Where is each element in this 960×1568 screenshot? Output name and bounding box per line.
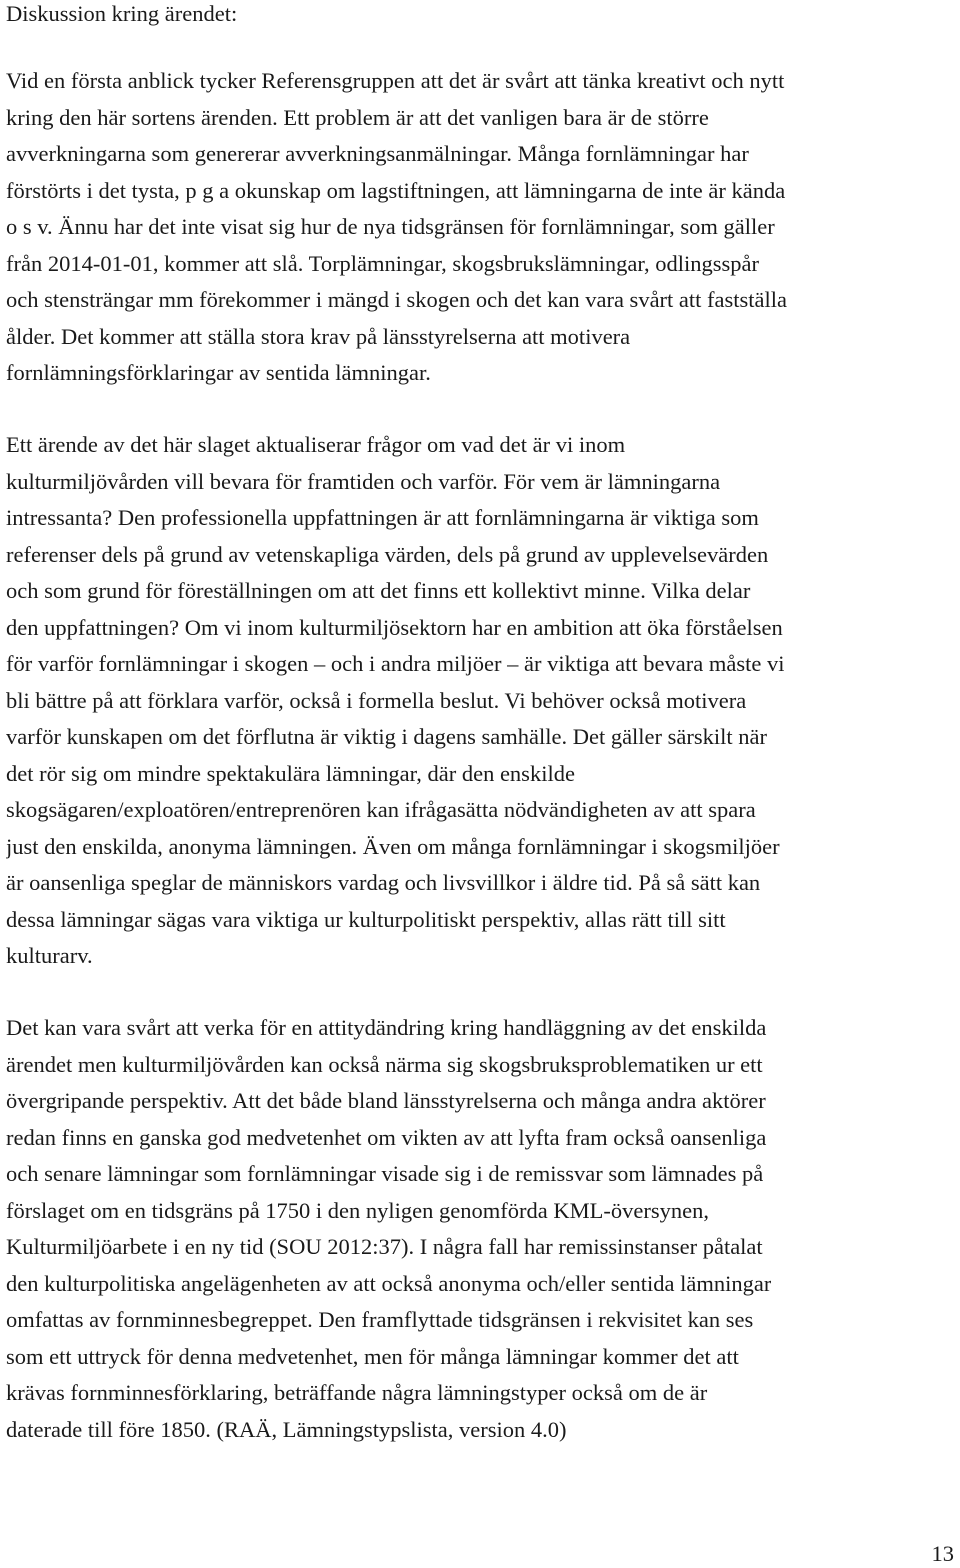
text-line: förslaget om en tidsgräns på 1750 i den nyligen genomförda KML-översynen, bbox=[6, 1197, 709, 1223]
text-line: skogsägaren/exploatören/entreprenören kan ifrågasätta nödvändigheten av att spara bbox=[6, 797, 756, 822]
text-line: ärendet men kulturmiljövården kan också närma sig skogsbruksproblematiken ur ett bbox=[6, 1051, 763, 1077]
text-line: Kulturmiljöarbete i en ny tid (SOU 2012:37). I några fall har remissinstanser påtalat bbox=[6, 1234, 763, 1259]
text-line: och som grund för föreställningen om att det finns ett kollektivt minne. Vilka delar bbox=[6, 578, 751, 603]
text-line: som ett uttryck för denna medvetenhet, men för många lämningar kommer det att bbox=[6, 1343, 739, 1369]
text-line: Vid en första anblick tycker Referensgruppen att det är svårt att tänka kreativt och nytt bbox=[6, 68, 785, 93]
text-line: krävas fornminnesförklaring, beträffande några lämningstyper också om de är bbox=[6, 1380, 708, 1405]
paragraph-2 bbox=[6, 427, 784, 975]
text-line: o s v. Ännu har det inte visat sig hur de nya tidsgränsen för fornlämningar, som gäller bbox=[6, 214, 775, 239]
paragraph-1 bbox=[6, 63, 787, 392]
text-line: Ett ärende av det här slaget aktualiserar frågor om vad det är vi inom bbox=[6, 432, 626, 457]
text-line: och stensträngar mm förekommer i mängd i skogen och det kan vara svårt att fastställa bbox=[6, 287, 788, 312]
text-line: varför kunskapen om det förflutna är viktig i dagens samhälle. Det gäller särskilt när bbox=[6, 724, 768, 749]
text-line: kulturarv. bbox=[6, 943, 93, 968]
text-line: just den enskilda, anonyma lämningen. Även om många fornlämningar i skogsmiljöer bbox=[6, 833, 780, 859]
text-line: den uppfattningen? Om vi inom kulturmiljösektorn har en ambition att öka förståelsen bbox=[6, 614, 783, 640]
text-line: referenser dels på grund av vetenskapliga värden, dels på grund av upplevelsevärden bbox=[6, 541, 769, 567]
text-line: ålder. Det kommer att ställa stora krav på länsstyrelserna att motivera bbox=[6, 323, 631, 349]
text-line: daterade till före 1850. (RAÄ, Lämningstypslista, version 4.0) bbox=[6, 1416, 567, 1442]
text-line: Det kan vara svårt att verka för en attitydändring kring handläggning av det enskilda bbox=[6, 1015, 767, 1040]
text-line: för varför fornlämningar i skogen – och i andra miljöer – är viktiga att bevara måste vi bbox=[6, 651, 785, 676]
text-line: den kulturpolitiska angelägenheten av att också anonyma och/eller sentida lämningar bbox=[6, 1270, 772, 1296]
text-line: fornlämningsförklaringar av sentida lämningar. bbox=[6, 360, 431, 385]
text-line: förstörts i det tysta, p g a okunskap om lagstiftningen, att lämningarna de inte är kända bbox=[6, 177, 786, 203]
section-heading: Diskussion kring ärendet: bbox=[6, 1, 238, 26]
text-line: kring den här sortens ärenden. Ett problem är att det vanligen bara är de större bbox=[6, 104, 709, 130]
text-line: kulturmiljövården vill bevara för framtiden och varför. För vem är lämningarna bbox=[6, 468, 721, 494]
page-number: 13 bbox=[931, 1541, 954, 1566]
text-line: intressanta? Den professionella uppfattningen är att fornlämningarna är viktiga som bbox=[6, 505, 759, 530]
text-line: det rör sig om mindre spektakulära lämningar, där den enskilde bbox=[6, 760, 575, 786]
text-line: avverkningarna som genererar avverkningsanmälningar. Många fornlämningar har bbox=[6, 141, 749, 166]
paragraph-3 bbox=[6, 1010, 771, 1448]
text-line: och senare lämningar som fornlämningar visade sig i de remissvar som lämnades på bbox=[6, 1161, 764, 1186]
text-line: är oansenliga speglar de människors vardag och livsvillkor i äldre tid. På så sätt kan bbox=[6, 870, 761, 895]
text-line: bli bättre på att förklara varför, också i formella beslut. Vi behöver också motivera bbox=[6, 687, 747, 713]
text-line: från 2014-01-01, kommer att slå. Torplämningar, skogsbrukslämningar, odlingsspår bbox=[6, 250, 759, 276]
text-line: dessa lämningar sägas vara viktiga ur kulturpolitiskt perspektiv, allas rätt till sitt bbox=[6, 906, 726, 932]
text-line: övergripande perspektiv. Att det både bland länsstyrelserna och många andra aktörer bbox=[6, 1088, 766, 1113]
text-line: redan finns en ganska god medvetenhet om vikten av att lyfta fram också oansenliga bbox=[6, 1124, 767, 1150]
text-line: omfattas av fornminnesbegreppet. Den framflyttade tidsgränsen i rekvisitet kan ses bbox=[6, 1307, 754, 1332]
